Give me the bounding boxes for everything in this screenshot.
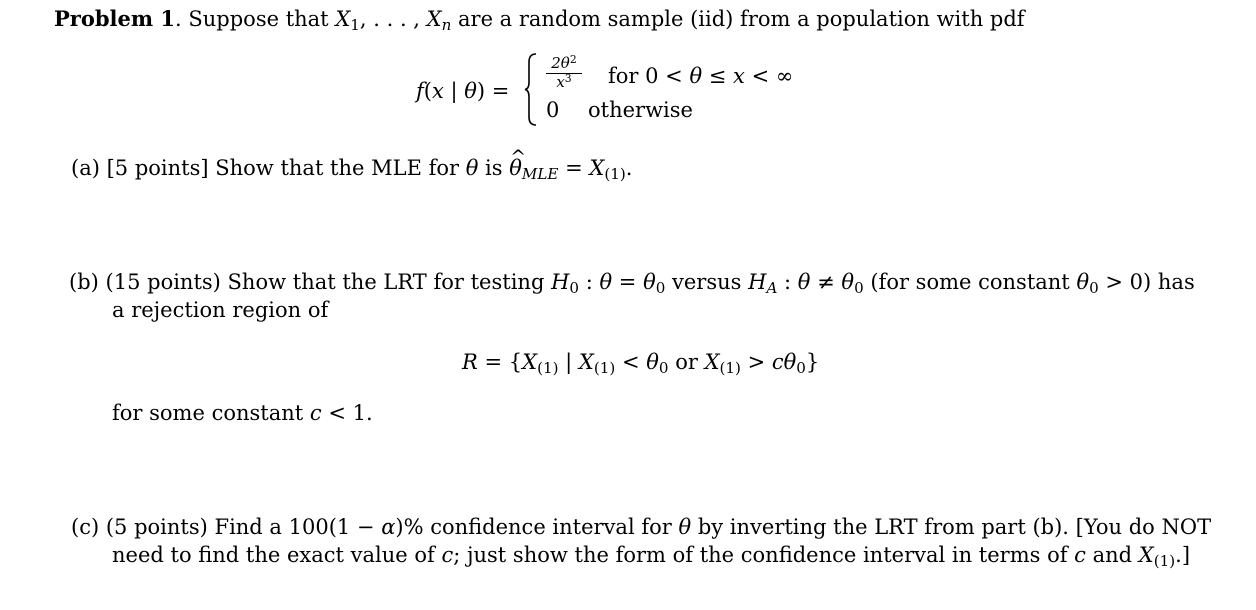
rejection-region: $R = \{X_{(1)}$ | $X_{(1)} < \theta_0$ or $X_{(1)} > c\theta_0$} [462,350,820,378]
part-b-text: Show that the LRT for testing $H_0$ : $\theta = \theta_0$ versus $H_A$ : $\theta \ne \theta_0$ (for some constant $\theta_0 > 0$) has [227,270,1195,298]
part-b [69,270,1195,298]
sample-var-x1: X [335,7,351,31]
sample-ellipsis: , . . . , [359,7,427,31]
left-brace [524,52,538,127]
problem-statement [54,6,1025,35]
fraction-denominator: $x^3$ [556,71,572,91]
fraction-numerator: $2\theta^2$ [546,56,582,74]
part-c-text: Find a 100(1 − α)% confidence interval for θ by inverting the LRT from part (b). [You do NOT [214,515,1212,539]
part-b-line2: a rejection region of [112,298,329,322]
pdf-case1-condition: for 0 < θ ≤ x < ∞ [608,64,794,88]
pdf-case2-value: 0 [546,98,560,122]
pdf-case1-fraction [546,53,582,91]
part-b-points: (15 points) [105,270,221,294]
sample-sub-n: n [441,16,452,35]
problem-intro: . Suppose that [175,7,336,31]
part-c-points: (5 points) [105,515,208,539]
pdf-lhs: f(x | θ) = [416,79,510,103]
problem-heading: Problem 1 [54,6,176,31]
part-b-label: (b) [69,270,99,294]
part-b-after: for some constant c < 1. [112,401,373,425]
part-a-points: [5 points] [106,156,209,180]
sample-var-xn: X [426,7,442,31]
part-c [71,517,1211,538]
part-a-label: (a) [71,156,100,180]
part-a-text: Show that the MLE for θ is ^ $\theta_{MLE} = X_{(1)}$. [215,156,632,180]
part-c-label: (c) [71,515,100,539]
sample-sub-1: 1 [350,16,360,35]
pdf-case2-condition: otherwise [588,98,693,122]
problem-intro-tail: are a random sample (iid) from a population with pdf [451,7,1025,31]
part-c-line2: need to find the exact value of c; just show the form of the confidence interval in terms of c and $X_{(1)}$.] [112,543,1191,571]
part-a [71,156,633,184]
